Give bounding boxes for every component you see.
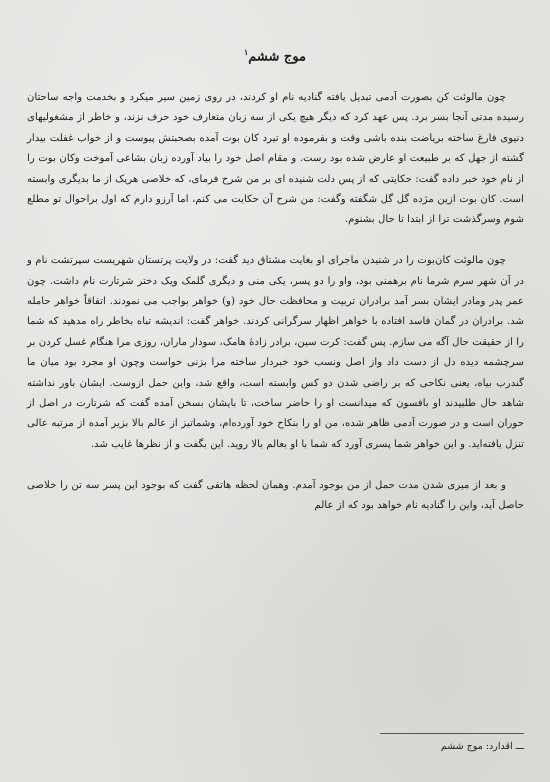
footnote	[27, 740, 524, 754]
footnote-marker: ۱	[243, 47, 249, 57]
paragraph-2: چون مالوئت کان‌بوت را در شنیدن ماجرای او بغایت مشتاق دید گفت: در ولایت پرتستان شهریست سپرتشت نام و در آن شهر سرم شرما نام برهمنی بود، واو را دو پسر، یکی منی و دیگری گلمک ویک دختر شرتارت نام داشت. چون عمر پدر ومادر ایشان بسر آمد برادران تربیت و محافظت حال خود (و) خواهر بواجب می نمودند. اتفاقاً خواهر حامله شد. برادران در گمان فاسد افتاده با خواهر اظهار سرگرانی کردند. خواهر گفت: اندیشه تباه بخاطر راه مدهید که شما را از حقیقت حال آگه می سازم. پس گفت: کرت سین، برادر زادهٔ هامک، سودار ماران، روزی مرا هنگام غسل کردن بر سرچشمه دیده دل از دست داد واز اصل ونسب خود خبردار ساخته مرا بزنی خواست وچون او مجرد بود میان ما گندرب بیاه، یعنی نکاحی که بر راضی شدن دو کس وابسته است، واقع شد، واین حمل ازوست. ایشان باور نداشته شاهد حال طلبیدند او بافسون که میدانست او را حاضر ساخت، تا بایشان بسخن آمده گفت که شرتارت در اصل از حوران است و در صورت آدمی ظاهر شده، من او را بنکاح خود آورده‌ام، وشماتیز از عالم بالا بزیر آمده از مرتبه عالی تنزل یافته‌اید. و این خواهر شما پسری آورد که شما با او بعالم بالا روید. این بگفت و از نظرها غایب شد.	[27, 255, 524, 450]
chapter-heading	[0, 44, 550, 65]
paragraph-1: چون مالوئت کن بصورت آدمی تبدیل یافته گنادیه نام او کردند، در روی زمین سیر میکرد و بخدمت واجه ساحتان رسیده مدتی آنجا بسر برد. پس عهد کرد که دیگر هیچ یکی از سه زبان متعارف خود حرف نزند، و خاطر از مشغولیهای دنیوی فارغ ساخته بریاضت بنده باشی وقت و بفرموده او تیرد کان بوت آمده بصحبتش پیوست و از خواب غفلت بیدار گشته از جهل که بر طبیعت او عارض شده بود رست. و مقام اصل خود را بیاد آورده زبان بشاعی آموخت وکان بوت را از نام خود خبر داده گفت: حکایتی که از پس دلت شنیده ای بر من شرح فرمای، که خلاصی هریک از ما بدیگری وابسته است. کان بوت ازین مژده گل گل شگفته وگفت: من شرح آن حکایت می کنم، اما آرزو دارم که اول براحوال تو مطلع شوم وسرگذشت ترا از ابتدا تا حال بشنوم.	[27, 92, 524, 226]
paragraph-3: و بعد از میری شدن مدت حمل از من بوجود آمدم. وهمان لحظه هاتفی گفت که بوجود این پسر سه تن را خلاصی حاصل آید، واین را گنادیه نام خواهد بود که از عالم	[27, 479, 524, 512]
body-text	[27, 88, 524, 517]
chapter-title: موج ششم	[248, 49, 307, 65]
footnote-divider	[380, 733, 524, 734]
footnote-text: ـــ اقدارد: موج ششم	[440, 741, 524, 752]
